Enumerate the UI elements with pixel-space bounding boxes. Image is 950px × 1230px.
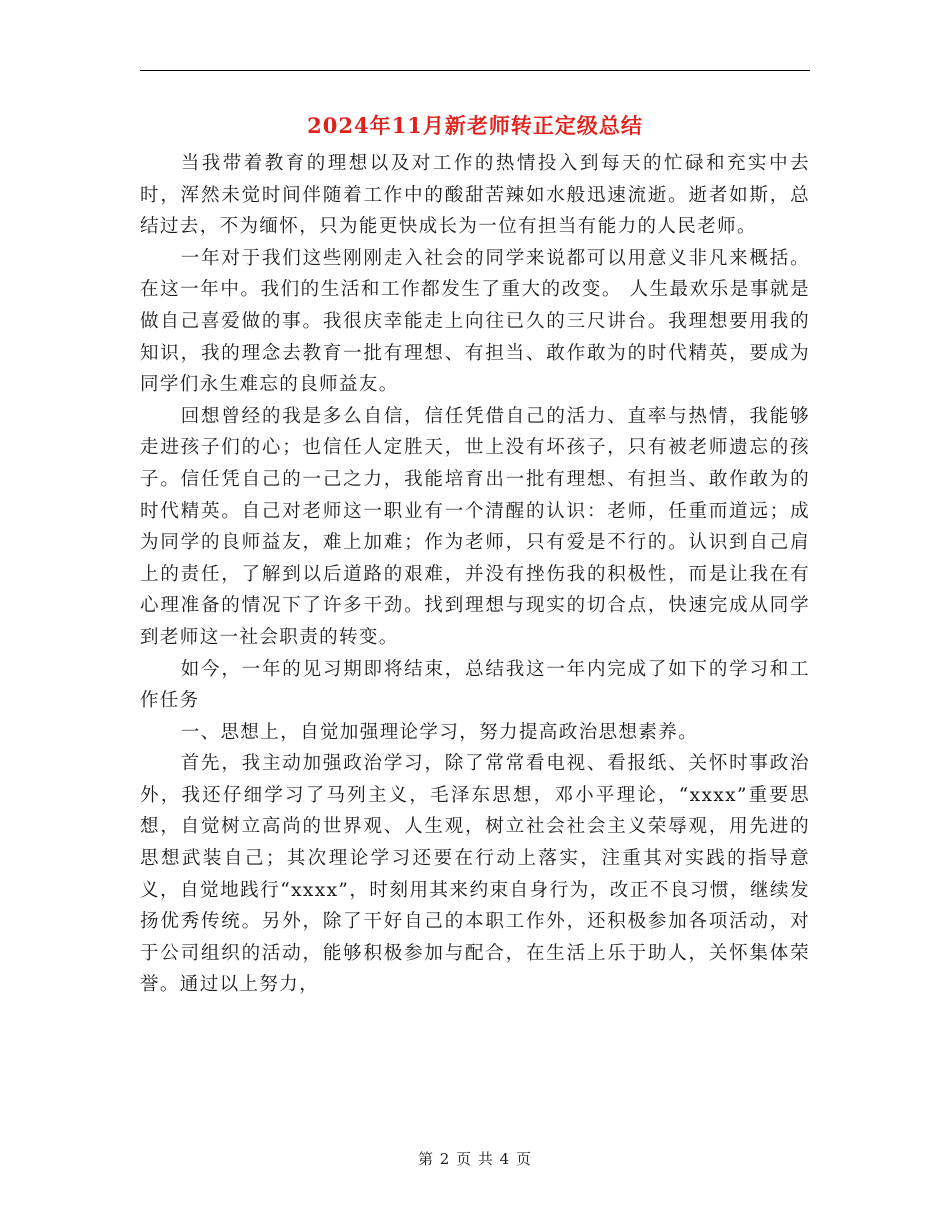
paragraph: 首先，我主动加强政治学习，除了常常看电视、看报纸、关怀时事政治外，我还仔细学习了马列主义，毛泽东思想，邓小平理论，“xxxx”重要思想，自觉树立高尚的世界观、人生观，树立社会社会主义荣辱观，用先进的思想武装自己；其次理论学习还要在行动上落实，注重其对实践的指导意义，自觉地践行“xxxx”，时刻用其来约束自身行为，改正不良习惯，继续发扬优秀传统。另外，除了干好自己的本职工作外，还积极参加各项活动，对于公司组织的活动，能够积极参加与配合，在生活上乐于助人，关怀集体荣誉。通过以上努力， (140, 753, 810, 996)
header-rule (140, 70, 810, 71)
paragraph: 回想曾经的我是多么自信，信任凭借自己的活力、直率与热情，我能够走进孩子们的心；也信任人定胜天，世上没有坏孩子，只有被老师遗忘的孩子。信任凭自己的一己之力，我能培育出一批有理想、有担当、敢作敢为的时代精英。自己对老师这一职业有一个清醒的认识：老师，任重而道远；成为同学的良师益友，难上加难；作为老师，只有爱是不行的。认识到自己肩上的责任，了解到以后道路的艰难，并没有挫伤我的积极性，而是让我在有心理准备的情况下了许多干劲。找到理想与现实的切合点，快速完成从同学到老师这一社会职责的转变。 (140, 405, 810, 648)
paragraph: 一年对于我们这些刚刚走入社会的同学来说都可以用意义非凡来概括。在这一年中。我们的生活和工作都发生了重大的改变。 人生最欢乐是事就是做自己喜爱做的事。我很庆幸能走上向往已久的三尺讲台。我理想要用我的知识，我的理念去教育一批有理想、有担当、敢作敢为的时代精英，要成为同学们永生难忘的良师益友。 (140, 247, 810, 396)
document-title: 2024年11月新老师转正定级总结 (307, 113, 643, 138)
document-body (140, 148, 810, 1001)
page-number: 第 2 页 共 4 页 (418, 1150, 532, 1168)
paragraph: 如今，一年的见习期即将结束，总结我这一年内完成了如下的学习和工作任务 (140, 658, 810, 712)
paragraph: 当我带着教育的理想以及对工作的热情投入到每天的忙碌和充实中去时，浑然未觉时间伴随着工作中的酸甜苦辣如水般迅速流逝。逝者如斯，总结过去，不为缅怀，只为能更快成长为一位有担当有能力的人民老师。 (140, 153, 810, 238)
section-heading: 一、思想上，自觉加强理论学习，努力提高政治思想素养。 (180, 721, 699, 743)
